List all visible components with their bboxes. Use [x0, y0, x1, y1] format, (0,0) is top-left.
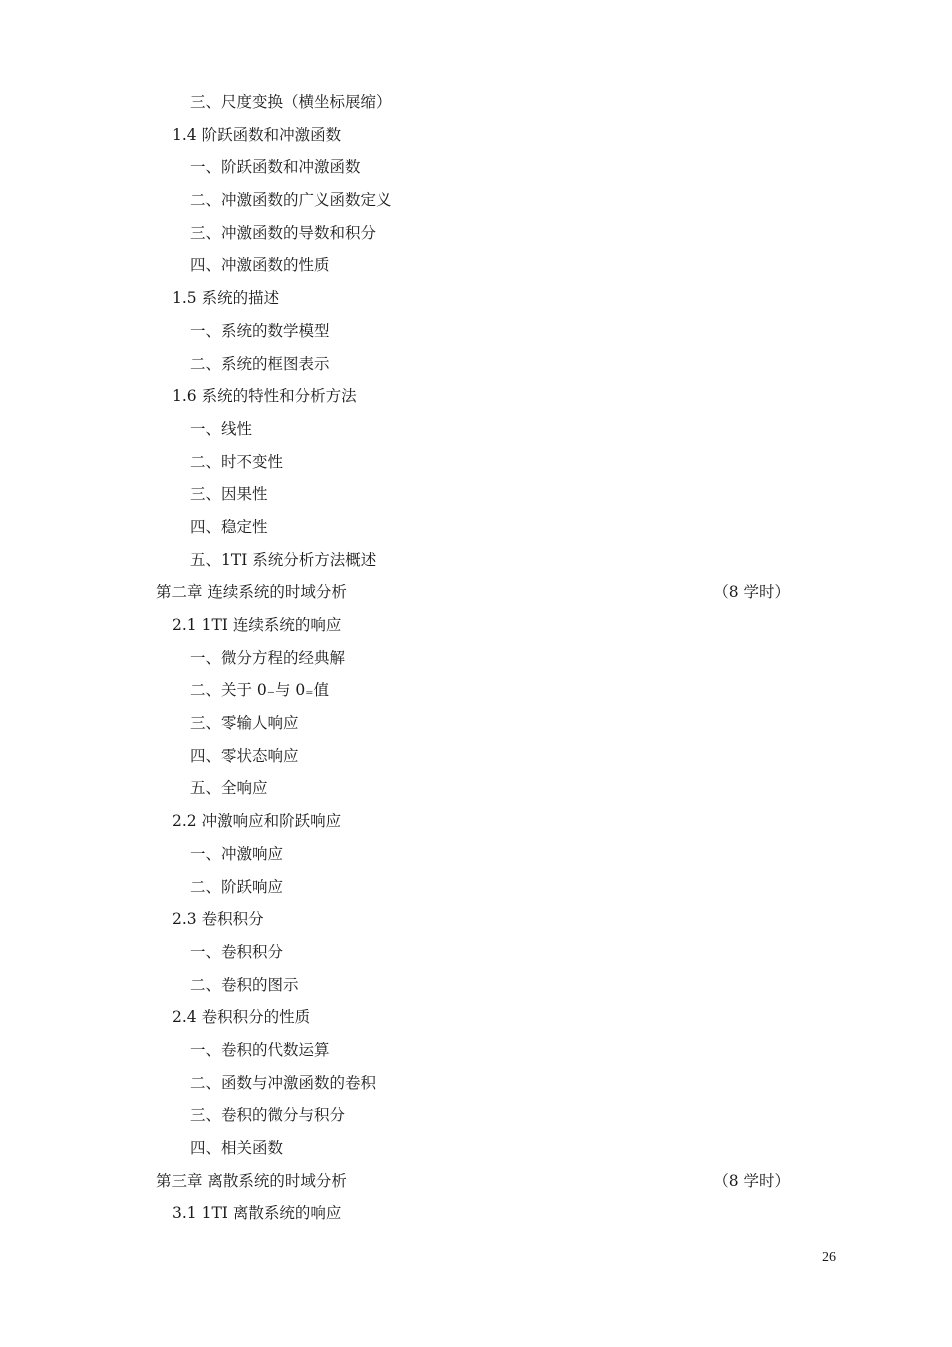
toc-item-line [156, 446, 796, 479]
toc-item-line [156, 838, 796, 871]
toc-item-line [156, 86, 796, 119]
toc-item-line [156, 1099, 796, 1132]
toc-line-text: 2.4 卷积积分的性质 [172, 1008, 311, 1027]
toc-item-line [156, 871, 796, 904]
table-of-contents [156, 86, 796, 1230]
toc-line-text: 1.6 系统的特性和分析方法 [172, 387, 357, 406]
toc-line-text: 一、冲激响应 [190, 844, 284, 863]
toc-line-text: 一、系统的数学模型 [190, 321, 330, 340]
toc-line-text: 2.3 卷积积分 [172, 910, 264, 929]
toc-item-line [156, 315, 796, 348]
toc-section-line [156, 380, 796, 413]
toc-item-line [156, 151, 796, 184]
toc-item-line [156, 707, 796, 740]
toc-line-text: 第二章 连续系统的时域分析 [156, 583, 347, 602]
toc-line-text: 二、关于 0₋与 0₌值 [190, 681, 329, 700]
chapter-hours: （8 学时） [713, 583, 790, 602]
toc-line-text: 二、卷积的图示 [190, 975, 299, 994]
toc-line-text: 1.5 系统的描述 [172, 289, 280, 308]
toc-item-line [156, 936, 796, 969]
toc-line-text: 三、因果性 [190, 485, 268, 504]
toc-line-text: 一、阶跃函数和冲激函数 [190, 158, 361, 177]
toc-line-text: 二、系统的框图表示 [190, 354, 330, 373]
toc-section-line [156, 282, 796, 315]
chapter-hours: （8 学时） [713, 1171, 790, 1190]
toc-chapter-line [156, 1165, 796, 1198]
toc-chapter-line [156, 576, 796, 609]
toc-item-line [156, 184, 796, 217]
toc-line-text: 二、时不变性 [190, 452, 284, 471]
toc-line-text: 一、线性 [190, 419, 253, 438]
toc-line-text: 2.2 冲激响应和阶跃响应 [172, 812, 342, 831]
toc-line-text: 三、卷积的微分与积分 [190, 1106, 346, 1125]
toc-item-line [156, 740, 796, 773]
toc-line-text: 二、函数与冲激函数的卷积 [190, 1073, 377, 1092]
toc-line-text: 三、零输人响应 [190, 714, 299, 733]
toc-section-line [156, 609, 796, 642]
toc-line-text: 四、零状态响应 [190, 746, 299, 765]
toc-line-text: 二、阶跃响应 [190, 877, 284, 896]
toc-section-line [156, 903, 796, 936]
toc-item-line [156, 674, 796, 707]
toc-item-line [156, 772, 796, 805]
page-number: 26 [822, 1250, 836, 1265]
toc-item-line [156, 478, 796, 511]
toc-line-text: 五、全响应 [190, 779, 268, 798]
toc-item-line [156, 1132, 796, 1165]
toc-item-line [156, 249, 796, 282]
toc-item-line [156, 348, 796, 381]
toc-section-line [156, 1197, 796, 1230]
toc-line-text: 第三章 离散系统的时域分析 [156, 1171, 347, 1190]
toc-item-line [156, 969, 796, 1002]
toc-item-line [156, 413, 796, 446]
toc-line-text: 四、稳定性 [190, 517, 268, 536]
toc-item-line [156, 1034, 796, 1067]
toc-line-text: 一、卷积的代数运算 [190, 1040, 330, 1059]
toc-section-line [156, 119, 796, 152]
toc-section-line [156, 1001, 796, 1034]
toc-line-text: 三、尺度变换（横坐标展缩） [190, 93, 392, 111]
toc-line-text: 1.4 阶跃函数和冲激函数 [172, 125, 342, 144]
toc-item-line [156, 511, 796, 544]
toc-line-text: 四、冲激函数的性质 [190, 256, 330, 275]
toc-line-text: 一、卷积积分 [190, 942, 284, 961]
toc-item-line [156, 1067, 796, 1100]
toc-line-text: 二、冲激函数的广义函数定义 [190, 191, 392, 210]
toc-item-line [156, 217, 796, 250]
toc-line-text: 三、冲激函数的导数和积分 [190, 223, 377, 242]
toc-line-text: 四、相关函数 [190, 1139, 284, 1157]
toc-section-line [156, 805, 796, 838]
toc-item-line [156, 544, 796, 577]
toc-line-text: 五、1TI 系统分析方法概述 [190, 550, 377, 569]
toc-line-text: 2.1 1TI 连续系统的响应 [172, 616, 342, 634]
toc-line-text: 一、微分方程的经典解 [190, 648, 346, 667]
toc-item-line [156, 642, 796, 675]
toc-line-text: 3.1 1TI 离散系统的响应 [172, 1204, 342, 1223]
